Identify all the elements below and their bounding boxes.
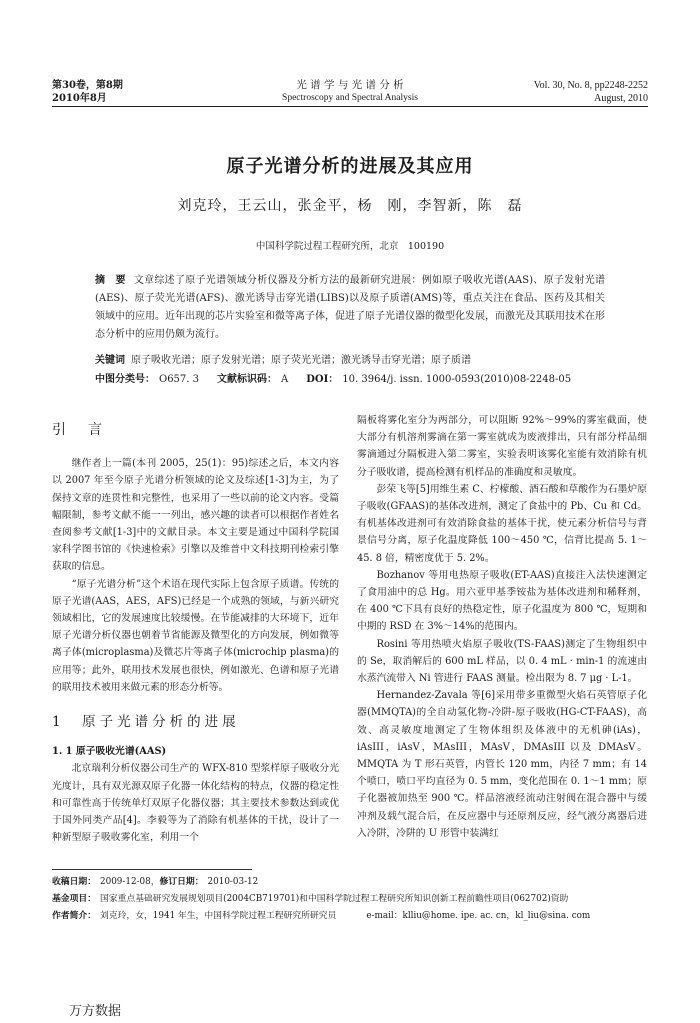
header-rule: [52, 106, 648, 107]
left-column: [52, 412, 339, 846]
abstract: [95, 272, 605, 344]
clc-value: O657. 3: [159, 374, 200, 385]
author-list: 刘克玲，王云山，张金平，杨 刚，李智新，陈 磊: [177, 198, 523, 214]
vol-pages: Vol. 30, No. 8, pp2248-2252: [533, 80, 648, 91]
footnotes: [52, 874, 648, 925]
fund-label: 基金项目：: [52, 894, 96, 904]
source-watermark: 万方数据: [69, 1004, 122, 1019]
bio-text: 刘克玲，女，1941 年生，中国科学院过程工程研究所研究员: [100, 911, 337, 921]
fund-text: 国家重点基础研究发展规划项目(2004CB719701)和中国科学院过程工程研究所知识创新工程前瞻性项目(062702)资助: [100, 894, 569, 904]
footnote-rule: [52, 869, 252, 870]
keywords-text: 原子吸收光谱；原子发射光谱；原子荧光光谱；激光诱导击穿光谱；原子质谱: [131, 355, 471, 366]
volume-issue: 第30卷，第8期: [52, 80, 123, 91]
abstract-text: 文章综述了原子光谱领域分析仪器及分析方法的最新研究进展：例如原子吸收光谱(AAS)、原子发射光谱(AES)、原子荧光光谱(AFS)、激光诱导击穿光谱(LIBS)以及原子质谱(AMS)等，重点关注在食品、医药及其相关领域中的应用。近年出现的芯片实验室和微等离子体，促进了原子光谱仪器的微型化发展，而激光及其联用技术在形态分析中的应用仍颇为流行。: [95, 275, 605, 340]
clc-label: 中图分类号：: [95, 374, 155, 385]
intro-heading: 引 言: [52, 422, 106, 438]
subsection-1-1-heading: 1. 1 原子吸收光谱(AAS): [52, 746, 167, 758]
intro-paragraph-1: 继作者上一篇(本刊 2005，25(1)：95)综述之后，本文内容以 2007 年至今原子光谱分析领域的论文及综述[1-3]为主，为了保持文章的连贯性和完整性，也采用了一些以前的论文内容。受篇幅限制，参考文献不能一一列出，感兴趣的读者可以根据作者姓名查阅参考文献[1-3]中的文献目录。本文主要是通过中国科学院国家科学图书馆的《快速检索》引擎以及维普中文科技期刊检索引擎获取的信息。: [52, 458, 339, 573]
section-1-heading: 1 原子光谱分析的进展: [52, 714, 240, 731]
right-paragraph-2: Bozhanov 等用电热原子吸收(ET-AAS)直接注入法快速测定了食用油中的总 Hg。用六亚甲基季铵盐为基体改进剂和稀释剂，在 400 ℃下具有良好的热稳定性，原子化温度为 800 ℃，短期和中期的 RSD 在 3%～14%的范围内。: [357, 569, 647, 633]
bio-label: 作者简介：: [52, 911, 96, 921]
classification-line: [95, 371, 605, 388]
revised-label: 修订日期：: [159, 877, 204, 887]
issue-date: 2010年8月: [52, 93, 107, 104]
keywords: [95, 352, 605, 369]
intro-paragraph-2: “原子光谱分析”这个术语在现代实际上包含原子质谱。传统的原子光谱(AAS，AES，AFS)已经是一个成熟的领域，与新兴研究领域相比，它的发展速度比较缓慢。在节能减排的大环境下，近年原子光谱分析仪器也朝着节省能源及微型化的方向发展，例如微等离子体(microplasma)及微芯片等离子体(microchip plasma)的应用等；此外，联用技术发展也很快，例如激光、色谱和原子光谱的联用技术被用来做元素的形态分析等。: [52, 578, 339, 693]
dates-line: [52, 874, 648, 891]
article-title: 原子光谱分析的进展及其应用: [226, 156, 474, 177]
running-header: [52, 79, 648, 105]
abstract-label: 摘 要: [95, 275, 126, 286]
received-label: 收稿日期：: [52, 877, 96, 887]
doc-code-label: 文献标识码：: [217, 374, 278, 385]
keywords-label: 关键词: [95, 355, 125, 366]
received-date: 2009-12-08，: [100, 877, 160, 887]
author-email: e-mail：klliu@home. ipe. ac. cn，kl_liu@sina. com: [366, 911, 591, 921]
doi-value: 10. 3964/j. issn. 1000-0593(2010)08-2248-05: [342, 374, 572, 385]
doc-code-value: A: [281, 374, 289, 385]
month-year: August, 2010: [594, 93, 648, 104]
affiliation: 中国科学院过程工程研究所，北京 100190: [255, 241, 445, 252]
right-column: [357, 412, 647, 842]
journal-name-en: Spectroscopy and Spectral Analysis: [282, 93, 418, 103]
fund-line: [52, 891, 648, 908]
right-paragraph-1: 彭荣飞等[5]用维生素 C、柠檬酸、酒石酸和草酸作为石墨炉原子吸收(GFAAS)的基体改进剂，测定了食盐中的 Pb、Cu 和 Cd。有机基体改进剂可有效消除食盐的基体干扰，使元素分析信号与背景信号分离，原子化温度降低 100～450 ℃，信背比提高 5. 1～45. 8 倍，精密度优于 5. 2%。: [357, 483, 647, 564]
right-paragraph-0: 隔板将雾化室分为两部分，可以阻断 92%～99%的雾室截面，使大部分有机溶剂雾滴在第一雾室就成为废液排出，只有部分样品细雾滴通过分隔板进入第二雾室，实验表明该雾化室能有效消除有机分子吸收谱，提高检测有机样品的准确度和灵敏度。: [357, 415, 647, 478]
right-paragraph-4: Hernandez-Zavala 等[6]采用带多重微型火焰石英管原子化器(MMQTA)的全自动氢化物-冷阱-原子吸收(HG-CT-FAAS)，高效、高灵敏度地测定了生物体组织及体液中的无机砷(iAs)，iAsIII，iAsV，MAsIII，MAsV，DMAsIII 以及 DMAsV。MMQTA 为 T 形石英管，内管长 120 mm，内径 7 mm；有 14 个喷口，喷口平均直径为 0. 5 mm，变化范围在 0. 1～1 mm；原子化器被加热至 900 ℃。样品溶液经流动注射阀在混合器中与缓冲剂及载气混合后，在反应器中与还原剂反应，经气液分离器后进入冷阱，冷阱的 U 形管中装满红: [357, 690, 647, 839]
revised-date: 2010-03-12: [207, 877, 259, 887]
section-1-paragraph-1: 北京瑞利分析仪器公司生产的 WFX-810 型浆样原子吸收分光光度计，具有双光源双原子化器一体化结构的特点，仪器的稳定性和可靠性高于传统单灯双原子化器仪器；其主要技术参数达到或优于国外同类产品[4]。李毅等为了消除有机基体的干扰，设计了一种新型原子吸收雾化室，利用一个: [52, 763, 339, 844]
right-paragraph-3: Rosini 等用热喷火焰原子吸收(TS-FAAS)测定了生物组织中的 Se，取消解后的 600 mL 样品，以 0. 4 mL · min-1 的流速由水蒸汽流带入 Ni 管进行 FAAS 测量。检出限为 8. 7 μg · L-1。: [357, 638, 647, 685]
bio-line: [52, 908, 648, 925]
doi-label: DOI：: [306, 374, 339, 385]
journal-name-cn: 光 谱 学 与 光 谱 分 析: [296, 79, 404, 91]
pagination-info: [534, 79, 648, 105]
